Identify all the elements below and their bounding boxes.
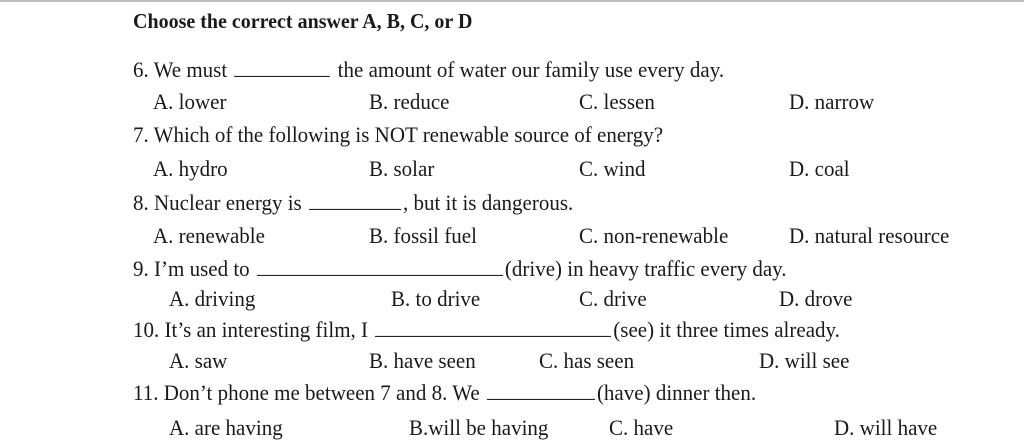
question-6-blank[interactable] <box>234 57 330 77</box>
question-8-text-before: 8. Nuclear energy is <box>133 190 302 216</box>
question-9-stem <box>133 256 787 281</box>
question-8-option-c[interactable]: C. non-renewable <box>579 223 729 249</box>
question-10-text-after: (see) it three times already. <box>613 317 840 343</box>
question-6-stem <box>133 57 724 82</box>
question-7-option-c[interactable]: C. wind <box>579 156 646 182</box>
question-11-blank[interactable] <box>487 380 595 400</box>
question-10-option-a[interactable]: A. saw <box>169 348 228 374</box>
question-8-option-b[interactable]: B. fossil fuel <box>369 223 477 249</box>
question-6-option-c[interactable]: C. lessen <box>579 89 655 115</box>
question-9-option-c[interactable]: C. drive <box>579 286 647 312</box>
question-6-option-d[interactable]: D. narrow <box>789 89 875 115</box>
question-8-blank[interactable] <box>309 190 401 210</box>
question-9-text-after: (drive) in heavy traffic every day. <box>504 256 787 282</box>
question-10-text-before: 10. It’s an interesting film, I <box>133 317 369 343</box>
question-10-stem <box>133 317 840 342</box>
question-6-text-after: the amount of water our family use every day. <box>337 57 725 83</box>
question-6-text-before: 6. We must <box>133 57 228 83</box>
question-10-option-d[interactable]: D. will see <box>759 348 850 374</box>
question-11-option-b[interactable]: B.will be having <box>409 415 549 441</box>
question-9-option-b[interactable]: B. to drive <box>391 286 481 312</box>
question-8-option-d[interactable]: D. natural resource <box>789 223 950 249</box>
question-10-blank[interactable] <box>375 317 611 337</box>
question-7-option-d[interactable]: D. coal <box>789 156 850 182</box>
question-11-option-d[interactable]: D. will have <box>834 415 938 441</box>
question-9-text-before: 9. I’m used to <box>133 256 250 282</box>
question-10-option-b[interactable]: B. have seen <box>369 348 476 374</box>
question-8-stem <box>133 190 573 215</box>
question-7-stem: 7. Which of the following is NOT renewable source of energy? <box>133 122 664 148</box>
question-9-blank[interactable] <box>257 256 503 276</box>
question-11-option-a[interactable]: A. are having <box>169 415 283 441</box>
question-7-option-b[interactable]: B. solar <box>369 156 435 182</box>
question-11-text-after: (have) dinner then. <box>596 380 757 406</box>
page-title: Choose the correct answer A, B, C, or D <box>133 10 473 34</box>
top-divider <box>0 0 1024 2</box>
question-11-text-before: 11. Don’t phone me between 7 and 8. We <box>133 380 480 406</box>
question-11-option-c[interactable]: C. have <box>609 415 674 441</box>
question-9-option-a[interactable]: A. driving <box>169 286 256 312</box>
question-6-option-b[interactable]: B. reduce <box>369 89 450 115</box>
question-6-option-a[interactable]: A. lower <box>153 89 227 115</box>
question-8-text-after: , but it is dangerous. <box>402 190 574 216</box>
question-9-option-d[interactable]: D. drove <box>779 286 853 312</box>
question-7-option-a[interactable]: A. hydro <box>153 156 228 182</box>
question-11-stem <box>133 380 756 405</box>
question-8-option-a[interactable]: A. renewable <box>153 223 265 249</box>
question-10-option-c[interactable]: C. has seen <box>539 348 635 374</box>
